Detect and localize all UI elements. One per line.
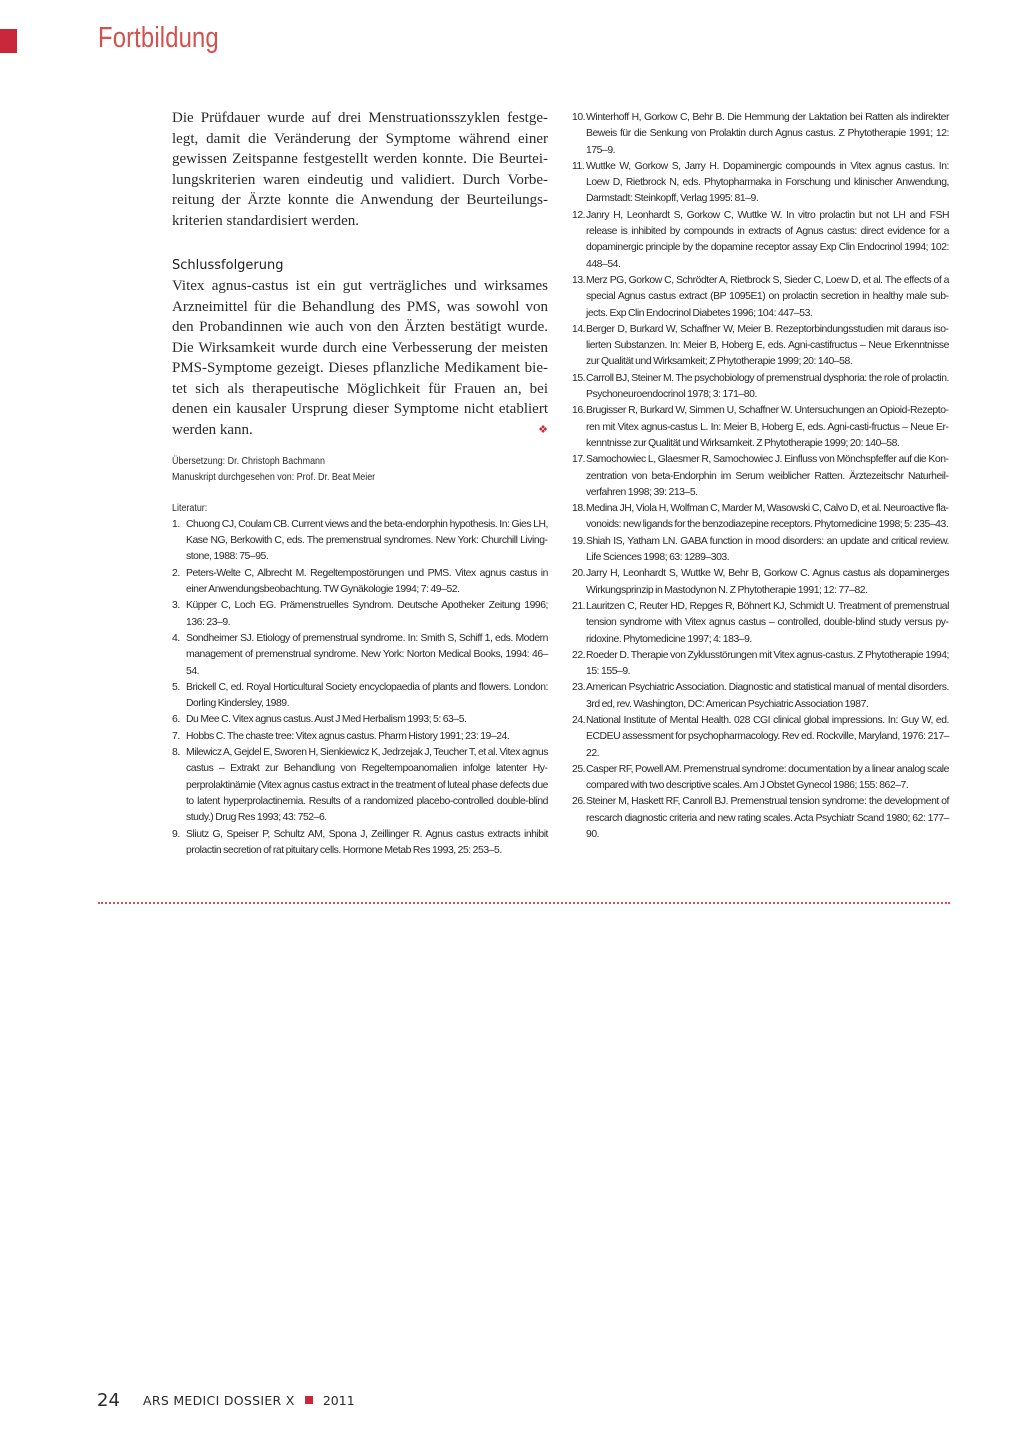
reference-text: Hobbs C. The chaste tree: Vitex agnus castus. Pharm History 1991; 23: 19–24.: [186, 730, 510, 742]
reference-text: Wuttke W, Gorkow S, Jarry H. Dopaminergic compounds in Vitex agnus castus. In: Loew D, Rietbrock N, eds. Phytopharmaka in Forschung und klinischer Anwendung, Darmstadt: Steinkopff, Verlag 1995: 81–9.: [586, 160, 949, 205]
reference-item: [572, 273, 949, 322]
reference-number: 25.: [572, 763, 586, 775]
reference-item: [572, 599, 949, 648]
section-marker-block: [0, 29, 17, 53]
reference-item: [172, 598, 548, 631]
reference-item: [172, 631, 548, 680]
reference-number: 23.: [572, 682, 586, 694]
reference-item: [172, 827, 548, 860]
reference-number: 8.: [172, 747, 180, 759]
reference-item: [172, 680, 548, 713]
reference-number: 4.: [172, 632, 180, 644]
reference-text: Shiah IS, Yatham LN. GABA function in mood disorders: an update and critical review. Life Sciences 1998; 63: 1289–303.: [586, 535, 949, 564]
reference-text: Lauritzen C, Reuter HD, Repges R, Böhnert KJ, Schmidt U. Treatment of premenstrual tension syndrome with Vitex agnus castus – controlled, double-blind study versus pyridoxine. Phytomedicine 1997; 4: 183–9.: [586, 600, 949, 645]
reference-number: 5.: [172, 681, 180, 693]
reference-item: [572, 322, 949, 371]
reference-list-right: [572, 110, 949, 843]
reference-item: [572, 648, 949, 681]
reference-item: [172, 712, 548, 728]
reference-item: [172, 566, 548, 599]
reference-number: 3.: [172, 600, 180, 612]
reference-item: [172, 745, 548, 826]
literature-heading: Literatur:: [172, 502, 208, 514]
reference-number: 2.: [172, 567, 180, 579]
reference-text: Brickell C, ed. Royal Horticultural Society encyclopaedia of plants and flowers. London: Dorling Kindersley, 1989.: [186, 681, 548, 710]
reference-item: [572, 159, 949, 208]
translation-credit: Übersetzung: Dr. Christoph Bachmann: [172, 456, 325, 467]
dotted-divider: [98, 902, 950, 904]
reference-text: Sondheimer SJ. Etiology of premenstrual syndrome. In: Smith S, Schiff 1, eds. Modern management of premenstrual syndrome. New York: Norton Medical Books, 1994: 46–54.: [186, 632, 548, 677]
reference-number: 15.: [572, 372, 586, 384]
reference-item: [572, 110, 949, 159]
reference-text: Samochowiec L, Glaesmer R, Samochowiec J. Einfluss von Mönchspfeffer auf die Konzentration von beta-Endorphin im Serum weiblicher Ratten. Ärztezeitschr Naturheilverfahren 1998; 39: 213–5.: [586, 454, 949, 498]
journal-name: ARS MEDICI DOSSIER X: [143, 1393, 295, 1408]
reference-text: Merz PG, Gorkow C, Schrödter A, Rietbrock S, Sieder C, Loew D, et al. The effects of a special Agnus castus extract (BP 1095E1) on prolactin secretion in healthy male subjects. Exp Clin Endocrinol Diabetes 1996; 104: 447–53.: [586, 274, 949, 319]
left-column: [172, 108, 548, 859]
reference-text: National Institute of Mental Health. 028 CGI clinical global impressions. In: Guy W, ed. ECDEU assessment for psychopharmacology. Rev ed. Rockville, Maryland, 1976: 217–22.: [586, 714, 949, 759]
reference-number: 6.: [172, 714, 180, 726]
reference-number: 19.: [572, 535, 586, 547]
reference-number: 16.: [572, 405, 586, 417]
reference-number: 7.: [172, 730, 180, 742]
page-footer: [97, 1390, 355, 1411]
reference-number: 1.: [172, 518, 180, 530]
reference-number: 10.: [572, 112, 586, 123]
reference-item: [172, 729, 548, 745]
reference-text: Peters-Welte C, Albrecht M. Regeltempostörungen und PMS. Vitex agnus castus in einer Anwendungsbeobachtung. TW Gynäkologie 1994; 7: 49–52.: [186, 567, 548, 596]
reference-number: 12.: [572, 209, 586, 221]
reference-item: [572, 371, 949, 404]
reference-item: [572, 713, 949, 762]
reference-item: [572, 762, 949, 795]
reference-number: 14.: [572, 323, 586, 335]
reference-item: [572, 794, 949, 843]
end-of-article-icon: ❖: [538, 423, 548, 436]
square-separator-icon: [305, 1396, 313, 1404]
reference-text: Milewicz A, Gejdel E, Sworen H, Sienkiewicz K, Jedrzejak J, Teucher T, et al. Vitex agnus castus – Extrakt zur Behandlung von Regeltempoanomalien infolge latenter Hyperprolaktinämie (Vitex agnus castus extract in the treatment of luteal phase defects due to latent hyperprolactinemia. Results of a randomized placebo-controlled double-blind study.) Drug Res 1993; 43: 752–6.: [186, 747, 548, 824]
reference-item: [172, 517, 548, 566]
reference-item: [572, 566, 949, 599]
reference-item: [572, 403, 949, 452]
reference-number: 9.: [172, 828, 180, 840]
reference-number: 17.: [572, 454, 586, 466]
issue-year: 2011: [322, 1393, 355, 1408]
reference-text: Janry H, Leonhardt S, Gorkow C, Wuttke W. In vitro prolactin but not LH and FSH release is inhibited by compounds in extracts of Agnus castus: direct evidence for a dopaminergic principle by the dopamine receptor assay Exp Clin Endocrinol 1994; 102: 448–54.: [586, 209, 949, 270]
reference-item: [572, 680, 949, 713]
reference-number: 18.: [572, 503, 586, 515]
reference-text: Berger D, Burkard W, Schaffner W, Meier B. Rezeptorbindungsstudien mit daraus isolierten Substanzen. In: Meier B, Hoberg E, eds. Agni-castifructus – Neue Erkenntnisse zur Qualität und Wirksamkeit; Z Phytotherapie 1999; 20: 140–58.: [586, 323, 949, 368]
reference-number: 20.: [572, 568, 586, 580]
reference-number: 22.: [572, 649, 586, 661]
page-number: 24: [97, 1390, 120, 1411]
conclusion-heading: Schlussfolgerung: [172, 258, 284, 273]
reference-number: 13.: [572, 274, 586, 286]
intro-paragraph: Die Prüfdauer wurde auf drei Menstruationsszyklen festgelegt, damit die Veränderung der Symptome während einer gewissen Zeitspanne festgestellt werden konnte. Die Beurteilungskriterien waren eindeutig und validiert. Durch Vorbereitung der Ärzte konnte die Anwendung der Beurteilungskriterien standardisiert werden.: [172, 110, 548, 229]
review-credit: Manuskript durchgesehen von: Prof. Dr. Beat Meier: [172, 472, 376, 484]
reference-text: Du Mee C. Vitex agnus castus. Aust J Med Herbalism 1993; 5: 63–5.: [186, 714, 467, 726]
reference-text: Küpper C, Loch EG. Prämenstruelles Syndrom. Deutsche Apotheker Zeitung 1996; 136: 23–9.: [186, 600, 548, 628]
reference-item: [572, 208, 949, 273]
reference-text: Carroll BJ, Steiner M. The psychobiology of premenstrual dysphoria: the role of prolactin. Psychoneuroendocrinol 1978; 3: 171–80.: [586, 372, 949, 401]
reference-text: Brugisser R, Burkard W, Simmen U, Schaffner W. Untersuchungen an Opioid-Rezeptoren mit Vitex agnus-castus L. In: Meier B, Hoberg E, eds. Agni-casti-fructus – Neue Erkenntnisse zur Qualität und Wirksamkeit. Z Phytotherapie 1999; 20: 140–58.: [586, 405, 949, 449]
reference-text: Sliutz G, Speiser P, Schultz AM, Spona J, Zeillinger R. Agnus castus extracts inhibit prolactin secretion of rat pituitary cells. Hormone Metab Res 1993, 25: 253–5.: [186, 828, 548, 856]
reference-text: Casper RF, Powell AM. Premenstrual syndrome: documentation by a linear analog scale compared with two descriptive scales. Am J Obstet Gynecol 1986; 155: 862–7.: [586, 763, 949, 792]
reference-list-left: [172, 517, 548, 859]
section-title: Fortbildung: [98, 22, 219, 54]
conclusion-paragraph: [172, 276, 548, 440]
reference-number: 11.: [572, 160, 585, 172]
right-column: [572, 110, 949, 843]
reference-text: Steiner M, Haskett RF, Canroll BJ. Premenstrual tension syndrome: the development of rescarch diagnostic criteria and new rating scales. Acta Psychiatr Scand 1980; 62: 177–90.: [586, 796, 949, 841]
reference-number: 21.: [572, 600, 586, 612]
reference-text: American Psychiatric Association. Diagnostic and statistical manual of mental disorders. 3rd ed, rev. Washington, DC: American Psychiatric Association 1987.: [586, 682, 949, 710]
reference-item: [572, 534, 949, 567]
reference-text: Chuong CJ, Coulam CB. Current views and the beta-endorphin hypothesis. In: Gies LH, Kase NG, Berkowith C, eds. The premenstrual syndromes. New York: Churchill Livingstone, 1988: 75–95.: [186, 518, 548, 563]
reference-item: [572, 501, 949, 534]
reference-text: Jarry H, Leonhardt S, Wuttke W, Behr B, Gorkow C. Agnus castus als dopaminerges Wirkungsprinzip in Mastodynon N. Z Phytotherapie 1991; 12: 77–82.: [586, 568, 949, 596]
credits: [172, 454, 548, 487]
reference-text: Medina JH, Viola H, Wolfman C, Marder M, Wasowski C, Calvo D, et al. Neuroactive flavonoids: new ligands for the benzodiazepine receptors. Phytomedicine 1998; 5: 235–43.: [586, 503, 949, 531]
reference-number: 26.: [572, 796, 586, 808]
reference-text: Winterhoff H, Gorkow C, Behr B. Die Hemmung der Laktation bei Ratten als indirekter Beweis für die Senkung von Prolaktin durch Agnus castus. Z Phytotherapie 1991; 12: 175–9.: [586, 112, 949, 156]
reference-number: 24.: [572, 714, 586, 726]
reference-item: [572, 452, 949, 501]
reference-text: Roeder D. Therapie von Zyklusstörungen mit Vitex agnus-castus. Z Phytotherapie 1994; 15: 155–9.: [586, 649, 949, 678]
conclusion-text: Vitex agnus-castus ist ein gut verträgliches und wirksames Arzneimittel für die Behandlung des PMS, was sowohl von den Probandinnen wie auch von den Ärzten bestätigt wurde. Die Wirksamkeit wurde durch eine Verbesserung der meisten PMS-Symptome gezeigt. Dieses pflanzliche Medikament bietet sich als therapeutische Möglichkeit für Frauen an, bei denen ein kausaler Ursprung dieser Symptome nicht etabliert werden kann.: [172, 278, 548, 438]
